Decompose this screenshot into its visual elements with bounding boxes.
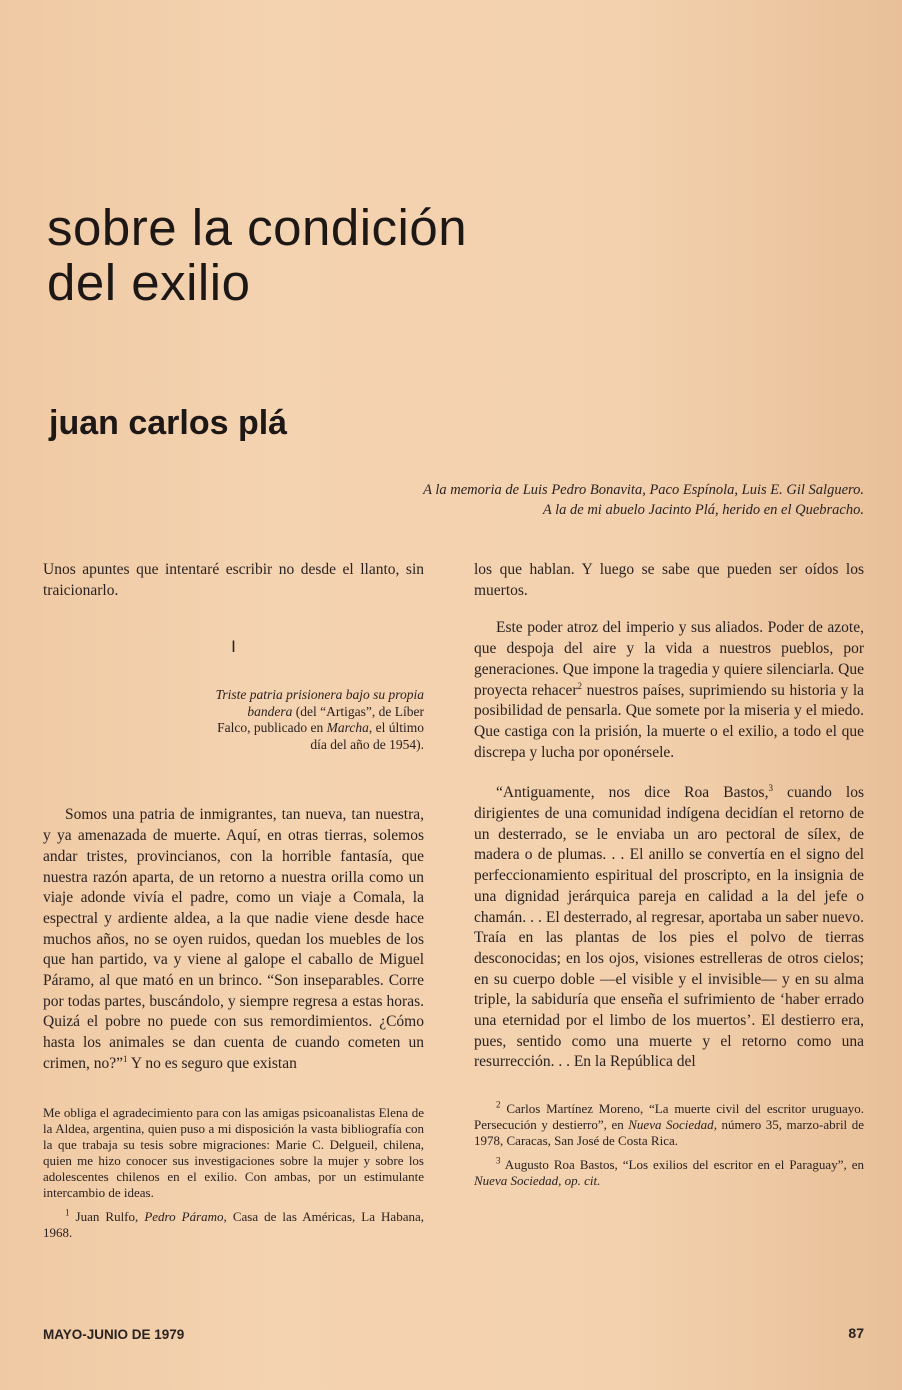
body-paragraph-3-pre: “Antiguamente, nos dice Roa Bastos, bbox=[496, 784, 769, 802]
section-number: I bbox=[231, 637, 236, 657]
body-paragraph-2-post: nuestros países, suprimiendo su historia y la posibilidad de pensarla. Que somete por la miseria y el miedo. Que castiga con la prisión, la muerte o el exilio, a todo el que discrepa y lucha por oponérsele. bbox=[474, 681, 865, 761]
page-number: 87 bbox=[848, 1325, 864, 1341]
left-column bbox=[43, 560, 424, 1241]
intro-paragraph: Unos apuntes que intentaré escribir no desde el llanto, sin traicionarlo. bbox=[43, 561, 424, 599]
footnote-3-pre: Augusto Roa Bastos, “Los exilios del escritor en el Paraguay”, en bbox=[500, 1157, 864, 1173]
footnote-3-number: 3 bbox=[496, 1155, 501, 1166]
body-paragraph-continued: los que hablan. Y luego se sabe que pueden ser oídos los muertos. bbox=[474, 561, 864, 599]
footnote-1-work: Pedro Páramo bbox=[144, 1208, 224, 1224]
epigraph-source: Marcha bbox=[326, 720, 369, 736]
body-paragraph-3-post: cuando los dirigientes de una comunidad indígena decidían el retorno de un desterrado, se le enviaba un aro pectoral de sílex, de madera o de plumas. . . El anillo se convertía en el signo del perfeccionamiento espiritual del proscripto, en la insignia de una dignidad jerárquica pareja en calidad a la del jefe o chamán. . . El desterrado, al regresar, aportaba un saber nuevo. Traía en las plantas de los pies el polvo de tierras desconocidas; en los ojos, visiones estrelleras de otros cielos; en su cuerpo doble —el visible y el invisible— y en su alma triple, la sabiduría que enseña el sufrimiento de ‘haber errado una eternidad por el limbo de los muertos’. El destierro era, pues, sentido como una muerte y el retorno como una resurrección. . . En la República del bbox=[474, 784, 864, 1071]
epigraph bbox=[212, 687, 424, 753]
body-paragraph-1 bbox=[43, 805, 424, 1074]
footnote-3 bbox=[474, 1157, 864, 1189]
footnote-2-pre: Carlos Martínez Moreno, “La muerte civil del escritor uruguayo. Persecución y destierro”, en bbox=[474, 1101, 864, 1133]
body-paragraph-2 bbox=[474, 618, 864, 763]
footnote-1-pre: Juan Rulfo, bbox=[69, 1208, 145, 1224]
footnote-2 bbox=[474, 1101, 864, 1149]
footnote-1-post: , Casa de las Américas, La Habana, 1968. bbox=[43, 1208, 424, 1240]
dedication-line-2: A la de mi abuelo Jacinto Plá, herido en el Quebracho. bbox=[542, 502, 864, 518]
right-column bbox=[474, 560, 864, 1189]
epigraph-attribution: (del “Artigas”, de Líber Falco, publicado en bbox=[217, 703, 424, 736]
body-paragraph-1-tail: Y no es seguro que existan bbox=[127, 1054, 297, 1072]
title-line-1: sobre la condición bbox=[47, 199, 468, 256]
footnote-1 bbox=[43, 1209, 424, 1241]
title-line-2: del exilio bbox=[47, 254, 251, 311]
issue-date-footer: MAYO-JUNIO DE 1979 bbox=[43, 1327, 185, 1342]
body-paragraph-2-pre: Este poder atroz del imperio y sus aliados. Poder de azote, que despoja del aire y la vida a nuestros pueblos, por generaciones. Que impone la tragedia y quiere silenciarla. Que proyecta rehacer bbox=[474, 619, 864, 699]
epigraph-date: , el último día del año de 1954). bbox=[310, 720, 424, 752]
dedication-line-1: A la memoria de Luis Pedro Bonavita, Paco Espínola, Luis E. Gil Salguero. bbox=[423, 482, 864, 498]
footnote-1-number: 1 bbox=[65, 1207, 70, 1218]
author-name: juan carlos plá bbox=[49, 404, 288, 442]
acknowledgement-note: Me obliga el agradecimiento para con las amigas psicoanalistas Elena de la Aldea, argentina, quien puso a mi disposición la vasta bibliografía con la que trabaja su tesis sobre migraciones: Marie C. Delgueil, chilena, quien me hizo conocer sus investigaciones sobre la mujer y sobre los adolescentes chilenos en el exilio. Con ambas, por un estimulante intercambio de ideas. bbox=[43, 1104, 424, 1200]
article-title bbox=[47, 200, 467, 310]
footnote-2-number: 2 bbox=[496, 1099, 501, 1110]
dedication bbox=[244, 480, 864, 520]
footnote-ref-1[interactable]: 1 bbox=[123, 1053, 128, 1064]
footnote-2-journal: Nueva Sociedad bbox=[628, 1117, 714, 1133]
epigraph-quote: Triste patria prisionera bajo su propia bandera bbox=[215, 687, 424, 719]
body-paragraph-1-text: Somos una patria de inmigrantes, tan nueva, tan nuestra, y ya amenazada de muerte. Aquí, en otras tierras, solemos andar tristes, provincianos, con la horrible fantasía, que nuestra razón aparta, de un retorno a nuestra orilla como un viaje adonde vivía el padre, como un viaje a Comala, la espectral y ardiente aldea, a la que nadie viene desde hace muchos años, no se oyen ruidos, quedan los muebles de los que han partido, va y viene al galope el caballo de Miguel Páramo, al que mató en un brinco. “Son inseparables. Corre por todas partes, buscándolo, y siempre regresa a estas horas. Quizá el pobre no puede con sus remordimientos. ¿Cómo hasta los animales se dan cuenta de cuando cometen un crimen, no?” bbox=[43, 806, 424, 1072]
footnote-ref-2[interactable]: 2 bbox=[577, 680, 583, 691]
footnote-ref-3[interactable]: 3 bbox=[768, 783, 773, 794]
body-paragraph-3 bbox=[474, 783, 864, 1073]
footnote-3-journal: Nueva Sociedad, op. cit. bbox=[474, 1173, 601, 1189]
footnote-2-post: , número 35, marzo-abril de 1978, Caracas, San José de Costa Rica. bbox=[474, 1117, 864, 1149]
